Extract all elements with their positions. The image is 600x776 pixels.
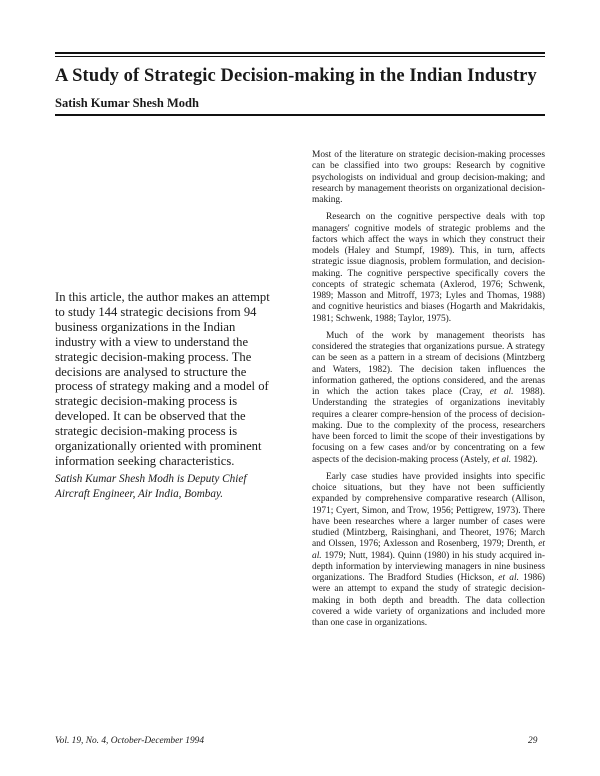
body-text-italic: et al.: [312, 539, 545, 561]
body-text-italic: et al.: [492, 454, 512, 465]
body-text: 1982).: [511, 454, 538, 465]
article-author: Satish Kumar Shesh Modh: [55, 96, 199, 110]
body-text: 1988). Understanding the strategies of organizations inevitably requires a clearer compre-hension of the process of decision-making. Due to the complexity of the process, researchers have been forced to limit the scope of their investigations by focusing on a few cases and/or by concentrating on a few aspects of the decision-making process (Astely,: [312, 387, 545, 465]
abstract: In this article, the author makes an attempt to study 144 strategic decisions from 94 business organizations in the Indian industry with a view to understand the strategic decision-making process. The decisions are analysed to structure the process of strategy making and a model of strategic decision-making process is developed. It can be observed that the strategic decision-making process is organizationally oriented with prominent information seeking characteristics.: [55, 290, 270, 468]
body-paragraph-3: [312, 331, 545, 466]
body-text: 1979; Nutt, 1984). Quinn (1980) in his study acquired in-depth information by interviewing managers in nine business organizations. The Bradford Studies (Hickson,: [312, 550, 545, 583]
body-text: 1986) were an attempt to expand the study of strategic decision-making in both depth and breadth. The data collection covered a wide variety of organizations and included more than one case in organizations.: [312, 573, 546, 628]
body-text: Much of the work by management theorists has considered the strategies that organizations pursue. A strategy can be seen as a pattern in a stream of decisions (Mintzberg and Waters, 1982). The decision taken influences the information gathered, the options considered, and the arenas in which the action takes place (Cray,: [312, 330, 545, 397]
issue-info: Vol. 19, No. 4, October-December 1994: [55, 736, 205, 746]
body-text-italic: et al.: [489, 387, 514, 397]
author-affiliation: Satish Kumar Shesh Modh is Deputy Chief Aircraft Engineer, Air India, Bombay.: [55, 473, 247, 500]
header-divider: [55, 114, 545, 116]
body-paragraph-1: Most of the literature on strategic decision-making processes can be classified into two groups: Research by cognitive psychologists on individual and group decision-making; and research by management theorists on organizational decision-making.: [312, 150, 545, 205]
page-number: 29: [528, 736, 538, 746]
body-paragraph-4: [312, 472, 545, 630]
top-rule: [55, 52, 545, 54]
top-rule-thin: [55, 56, 545, 57]
body-column: [312, 150, 545, 635]
article-title: A Study of Strategic Decision-making in the Indian Industry: [55, 66, 537, 86]
body-text: Early case studies have provided insights into specific choice situations, but they have not been sufficiently expanded by comprehensive comparative research (Allison, 1971; Cyert, Simon, and Trow, 1956; Pettigrew, 1973). There have been researches where a larger number of cases were studied (Mintzberg, Raisinghani, and Theoret, 1976; March and Olssen, 1976; Axlesson and Rosenberg, 1979; Drenth,: [312, 471, 545, 550]
body-paragraph-2: Research on the cognitive perspective deals with top managers' cognitive models of strategic problems and the factors which affect the ways in which they construct their models (Haley and Stumpf, 1989). This, in turn, affects strategic issue diagnosis, problem formulation, and decision-making. The cognitive perspective specifically covers the concepts of strategic schemata (Axlerod, 1976; Schwenk, 1989; Masson and Mitroff, 1973; Lyles and Thomas, 1988) and cognitive heuristics and biases (Hogarth and Makridakis, 1981; Schwenk, 1988; Taylor, 1975).: [312, 212, 545, 324]
body-text-italic: et al.: [498, 573, 519, 583]
